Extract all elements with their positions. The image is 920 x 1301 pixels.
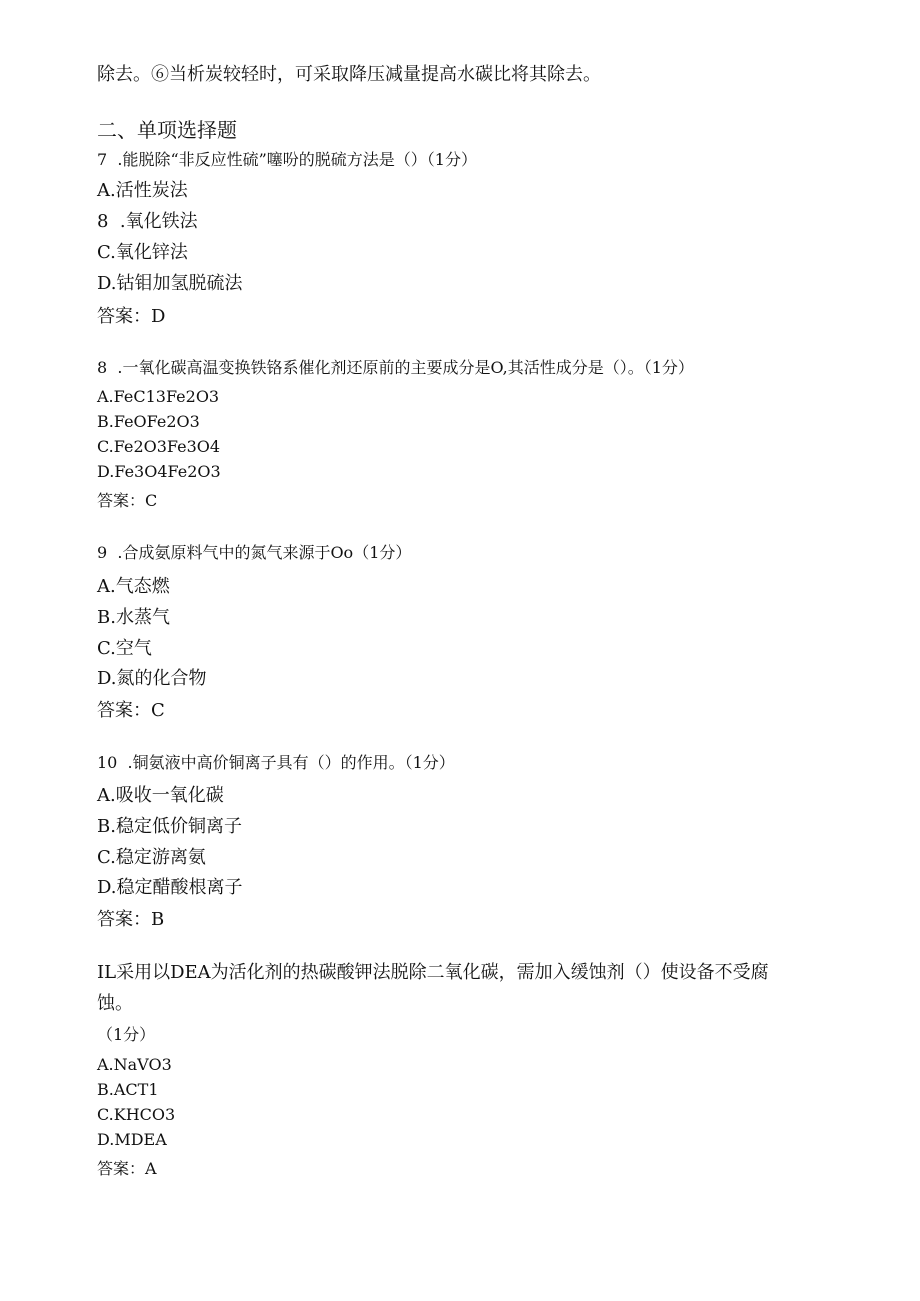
option: C.KHCO3: [97, 1105, 176, 1124]
section-title: 二、单项选择题: [97, 118, 237, 142]
question-stem: 8 .一氧化碳高温变换铁铬系催化剂还原前的主要成分是O,其活性成分是（）。（1分）: [97, 358, 694, 377]
option: B.ACT1: [97, 1080, 159, 1099]
option: C.Fe2O3Fe3O4: [97, 437, 221, 456]
question-stem: 10 .铜氨液中高价铜离子具有（）的作用。（1分）: [97, 753, 455, 772]
option: A.活性炭法: [97, 180, 188, 201]
option: C.氧化锌法: [97, 242, 188, 263]
option: C.空气: [97, 638, 152, 659]
answer: 答案：C: [97, 491, 158, 510]
option: D.钴钼加氢脱硫法: [97, 273, 243, 294]
option: A.吸收一氧化碳: [97, 785, 224, 806]
option: D.氮的化合物: [97, 668, 207, 689]
question-stem: 7 .能脱除“非反应性硫”噻吩的脱硫方法是（）（1分）: [97, 150, 477, 169]
option: B.稳定低价铜离子: [97, 816, 242, 837]
option: D.稳定醋酸根离子: [97, 877, 243, 898]
answer: 答案：D: [97, 306, 166, 327]
question-stem: IL采用以DEA为活化剂的热碳酸钾法脱除二氧化碳，需加入缓蚀剂（）使设备不受腐: [97, 962, 769, 983]
option: A.气态燃: [97, 576, 170, 597]
option: A.NaVO3: [97, 1055, 172, 1074]
option: C.稳定游离氨: [97, 847, 206, 868]
question-score: （1分）: [97, 1025, 156, 1044]
option: B.水蒸气: [97, 607, 170, 628]
answer: 答案：C: [97, 700, 165, 721]
question-stem-continuation: 蚀。: [97, 993, 133, 1014]
answer: 答案：B: [97, 909, 165, 930]
answer: 答案：A: [97, 1159, 157, 1178]
option: D.MDEA: [97, 1130, 167, 1149]
option: A.FeC13Fe2O3: [97, 387, 220, 406]
option: B.FeOFe2O3: [97, 412, 200, 431]
intro-line: 除去。⑥当析炭较轻时，可采取降压减量提高水碳比将其除去。: [97, 64, 601, 85]
question-stem: 9 .合成氨原料气中的氮气来源于Oo（1分）: [97, 543, 412, 562]
option: 8 .氧化铁法: [97, 211, 198, 232]
option: D.Fe3O4Fe2O3: [97, 462, 221, 481]
